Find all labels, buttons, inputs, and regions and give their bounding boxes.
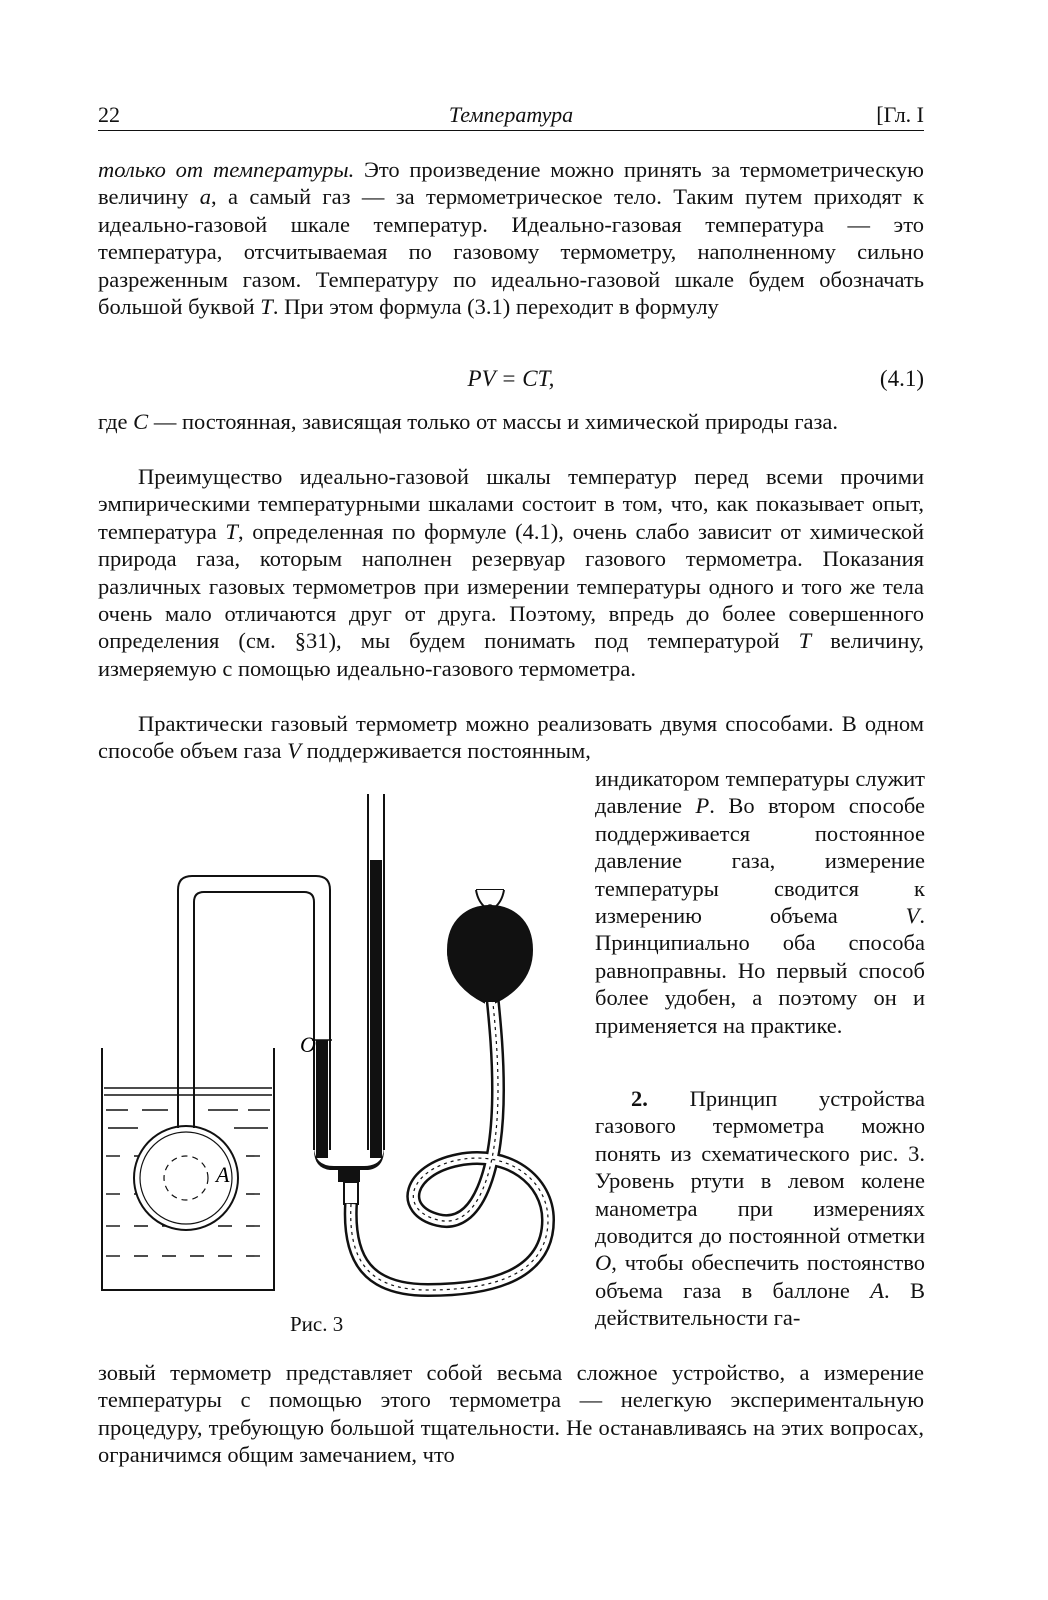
para4-text-b: поддерживается постоянным, [300, 738, 591, 764]
var-V: V [905, 903, 920, 929]
var-P: P [695, 793, 710, 819]
para2-text-b: — постоянная, зависящая только от массы и химической природы газа. [148, 409, 839, 434]
capillary-tube [178, 876, 330, 1150]
var-C: C [133, 409, 149, 434]
para2-text-a: где [98, 409, 134, 434]
para3-text-c: величину, измеряемую с помощью идеально-газового термометра. [98, 628, 924, 681]
var-T: T [260, 294, 273, 320]
side-paragraph-1 [595, 765, 925, 1039]
water-surface [104, 1088, 272, 1128]
var-a: a [199, 184, 212, 210]
side1-text-b: . Во втором способе поддерживается постоянное давление газа, измерение температуры сводится к измерению объема [595, 793, 925, 929]
var-T: T [798, 628, 812, 654]
section-number: 2. [631, 1086, 648, 1111]
paragraph-1 [98, 156, 924, 320]
paragraph-4 [98, 710, 924, 765]
var-T: T [225, 518, 238, 544]
side1-text-c: . Принципиально оба способа равноправны. Но первый способ более удобен, а поэтому он и применяется на практике. [595, 903, 925, 1038]
formula-expression: PV = CT, [467, 366, 555, 391]
side-paragraph-2 [595, 1085, 925, 1332]
chapter-label: [Гл. I [876, 102, 924, 127]
formula-number: (4.1) [879, 366, 924, 391]
italic-lead: только от температуры. [98, 157, 355, 182]
para5-text: зовый термометр представляет собой весьма сложное устройство, а измерение температуры с помощью этого термометра — нелегкую экспериментальную процедуру, требующую большой тщательности. Не останавливаясь на этих вопросах, ограничимся общим замечанием, что [98, 1360, 924, 1468]
side2-text-c: . В действительности га- [595, 1277, 925, 1331]
mercury-right-arm [370, 860, 382, 1158]
paragraph-2 [98, 408, 924, 435]
side2-text-a: Принцип устройства газового термометра можно понять из схематического рис. 3. Уровень ртути в левом колене манометра при измерениях доводится до постоянной отметки [595, 1086, 925, 1249]
side2-text-b: , чтобы обеспечить постоянство объема газа в баллоне [595, 1250, 925, 1303]
para1-text-b: , а самый газ — за термометрическое тело. Таким путем приходят к идеально-газовой шкале температур. Идеально-газовая температура — это температура, отсчитываемая по газовому термометру, наполненному сильно разреженным газом. Температуру по идеально-газовой шкале будем обозначать большой буквой [98, 184, 924, 320]
page-number: 22 [98, 102, 120, 127]
label-O: O [300, 1032, 316, 1057]
figure-caption: Рис. 3 [290, 1312, 344, 1336]
para1-text-c: . При этом формула (3.1) переходит в формулу [272, 294, 719, 320]
var-O: O [595, 1250, 612, 1276]
label-A: A [216, 1162, 230, 1187]
var-A: A [870, 1277, 885, 1303]
para3-text-a: Преимущество идеально-газовой шкалы температур перед всеми прочими эмпирическими температурными шкалами состоит в том, что, как показывает опыт, температура [98, 464, 924, 544]
gas-thermometer-figure [98, 790, 568, 1310]
paragraph-5 [98, 1359, 924, 1469]
para1-text-a: Это произведение можно принять за термометрическую величину [98, 157, 924, 210]
running-header [98, 100, 924, 131]
mercury-reservoir [448, 890, 532, 1002]
para3-text-b: , определенная по формуле (4.1), очень слабо зависит от химической природа газа, которым наполнен резервуар газового термометра. Показания различных газовых термометров при измерении температуры одного и того же тела очень мало отличаются друг от друга. Поэтому, впредь до более совершенного определения (см. §31), мы будем понимать под температурой [98, 518, 925, 654]
var-V: V [287, 738, 301, 764]
formula-4-1 [98, 366, 924, 396]
para4-text-a: Практически газовый термометр можно реализовать двумя способами. В одном способе объем газа [98, 711, 924, 764]
hose-connector [344, 1182, 358, 1204]
paragraph-3 [98, 463, 924, 682]
mercury-left-arm [316, 1040, 328, 1158]
running-title: Температура [448, 102, 574, 127]
side1-text-a: индикатором температуры служит давление [595, 766, 925, 819]
